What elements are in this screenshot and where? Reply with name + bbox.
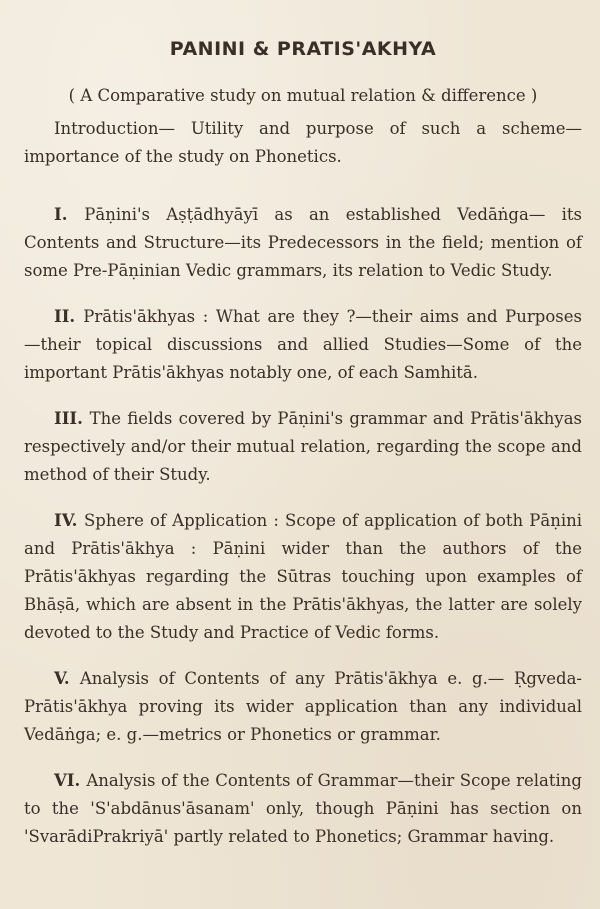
section-2-text: Prātis'ākhyas : What are they ?—their aims and Purposes —their topical discussions and allied Studies—Some of the important Prātis'ākhyas notably one, of each Samhitā. [24,307,582,382]
section-1-paragraph [24,201,582,285]
page-title: PANINI & PRATIS'AKHYA [169,38,437,60]
section-4-text: Sphere of Application : Scope of application of both Pāṇini and Prātis'ākhya : Pāṇini wider than the authors of the Prātis'ākhyas regarding the Sūtras touching upon examples of Bhāṣā, which are absent in the Prātis'ākhyas, the latter are solely devoted to the Study and Practice of Vedic forms. [24,511,582,642]
section-6-text: Analysis of the Contents of Grammar—their Scope relating to the 'S'abdānus'āsanam' only, though Pāṇini has section on 'SvarādiPrakriyā' partly related to Phonetics; Grammar having. [24,771,582,846]
section-1-numeral: I. [54,205,68,224]
section-3-paragraph [24,405,582,489]
section-6-numeral: VI. [54,771,81,790]
introduction-paragraph: Introduction— Utility and purpose of such a scheme—importance of the study on Phonetics. [24,119,582,166]
section-5-paragraph [24,665,582,749]
subtitle: ( A Comparative study on mutual relation & difference ) [68,86,538,105]
section-6-paragraph [24,767,582,851]
section-2-paragraph [24,303,582,387]
section-5-numeral: V. [54,669,70,688]
section-1-text: Pāṇini's Aṣṭādhyāyī as an established Vedāṅga— its Contents and Structure—its Predecessors in the field; mention of some Pre-Pāṇinian Vedic grammars, its relation to Vedic Study. [24,205,582,280]
section-3-numeral: III. [54,409,83,428]
section-4-numeral: IV. [54,511,78,530]
section-5-text: Analysis of Contents of any Prātis'ākhya e. g.— Ṛgveda-Prātis'ākhya proving its wider application than any individual Vedāṅga; e. g.—metrics or Phonetics or grammar. [24,669,582,744]
section-4-paragraph [24,507,582,647]
section-2-numeral: II. [54,307,76,326]
section-3-text: The fields covered by Pāṇini's grammar and Prātis'ākhyas respectively and/or their mutual relation, regarding the scope and method of their Study. [24,409,582,484]
